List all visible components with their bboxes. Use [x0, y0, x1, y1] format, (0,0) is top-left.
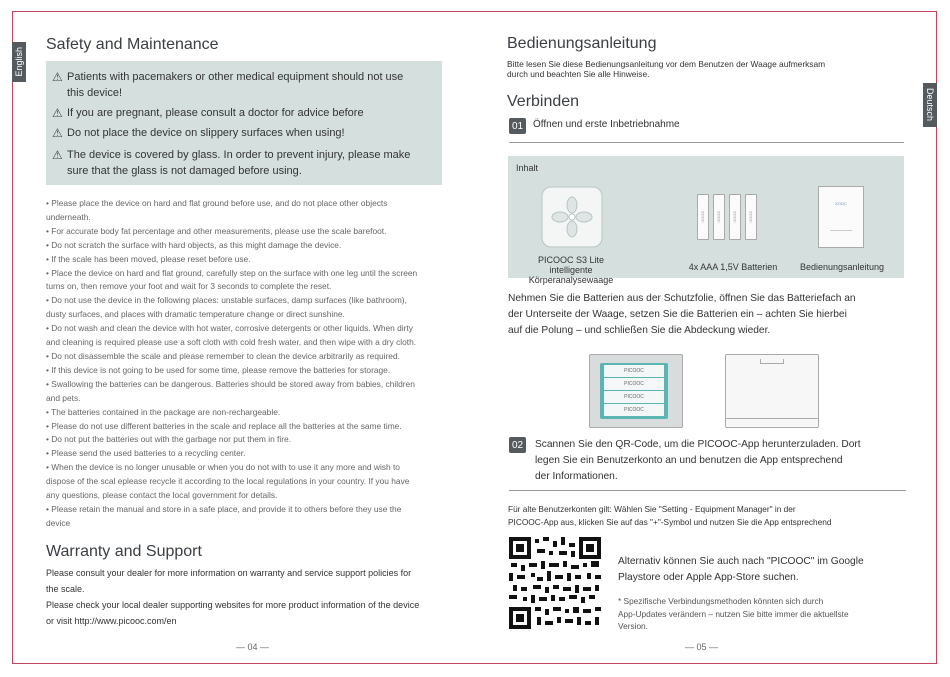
- bullet-line: and cleaning is required please use a soft cloth with cold fresh water, and then wipe with a dry cloth.: [46, 337, 417, 348]
- alt-line: Alternativ können Sie auch nach "PICOOC" im Google: [618, 556, 864, 567]
- intro-line: Bitte lesen Sie diese Bedienungsanleitung vor dem Benutzen der Waage aufmerksam: [507, 59, 826, 69]
- bullet-line: • When the device is no longer unusable or when you do not with to use it any more and wish to: [46, 462, 400, 473]
- caption-line: intelligente Körperanalysewaage: [528, 265, 614, 285]
- safety-bullet-list: [46, 197, 446, 531]
- bullet-line: dispose of the scal eplease recycle it according to the local regulations in your country. If you have: [46, 476, 410, 487]
- warranty-line: Please consult your dealer for more information on warranty and service support policies for: [46, 568, 412, 578]
- warning-text: sure that the glass is not damaged before using.: [67, 165, 302, 177]
- note-line: App-Updates verändern – nutzen Sie bitte immer die aktuellste: [618, 608, 849, 619]
- caption-line: PICOOC S3 Lite: [537, 255, 605, 265]
- bullet-line: • If the scale has been moved, please reset before use.: [46, 253, 251, 264]
- bullet-line: • Swallowing the batteries can be dangerous. Batteries should be stored away from babies, children: [46, 378, 415, 389]
- batteries-image: [697, 194, 757, 240]
- bullet-line: underneath.: [46, 211, 91, 222]
- alt-line: Playstore oder Apple App-Store suchen.: [618, 572, 799, 583]
- warranty-line: or visit http://www.picooc.com/en: [46, 616, 177, 626]
- warning-text: Patients with pacemakers or other medical equipment should not use: [67, 71, 404, 83]
- bullet-line: any questions, please contact the local government for details.: [46, 490, 278, 501]
- language-tab-deutsch: Deutsch: [923, 83, 937, 127]
- manual-caption: Bedienungsanleitung: [799, 262, 885, 272]
- warning-box: [46, 61, 442, 185]
- warranty-title: Warranty and Support: [46, 543, 202, 560]
- battery-icon: XOOC: [713, 194, 725, 240]
- safety-title: Safety and Maintenance: [46, 36, 219, 53]
- manual-title: Bedienungsanleitung: [507, 35, 657, 52]
- language-tab-english: English: [12, 42, 26, 82]
- bullet-line: device: [46, 517, 71, 528]
- battery-instructions: [508, 291, 908, 339]
- warning-text: The device is covered by glass. In order to prevent injury, please make: [67, 149, 411, 161]
- bullet-line: • If this device is not going to be used for some time, please remove the batteries for storage.: [46, 364, 391, 375]
- instruction-line: der Unterseite der Waage, setzen Sie die Batterien ein – achten Sie hierbei: [508, 309, 847, 320]
- bullet-line: • Please retain the manual and store in a safe place, and provide it to others before they use the: [46, 503, 402, 514]
- manual-logo: XOOC: [835, 201, 847, 206]
- bullet-line: • The batteries contained in the package are non-rechargeable.: [46, 406, 281, 417]
- bullet-line: • Do not wash and clean the device with hot water, corrosive detergents or other liquids. When dirty: [46, 323, 413, 334]
- note-line: Version.: [618, 621, 648, 631]
- instruction-line: Nehmen Sie die Batterien aus der Schutzfolie, öffnen Sie das Batteriefach an: [508, 293, 856, 304]
- scale-image: [541, 186, 603, 248]
- bullet-line: • For accurate body fat percentage and other measurements, please use the scale barefoot.: [46, 225, 387, 236]
- warranty-line: the scale.: [46, 584, 85, 594]
- battery-slot: PICOOC: [604, 378, 664, 390]
- battery-compartment-image: [589, 354, 683, 428]
- bullet-line: • Do not disassemble the scale and please remember to clean the device arbitrarily as required.: [46, 350, 400, 361]
- warning-icon: ⚠: [52, 148, 63, 162]
- battery-icon: XOOC: [697, 194, 709, 240]
- old-accounts-line: Für alte Benutzerkonten gilt: Wählen Sie "Setting - Equipment Manager" in der: [508, 504, 796, 514]
- bullet-line: • Please send the used batteries to a recycling center.: [46, 448, 246, 459]
- battery-icon: XOOC: [729, 194, 741, 240]
- warning-item: [52, 125, 345, 141]
- warning-item: [52, 105, 364, 121]
- page-number-left: — 04 —: [236, 642, 270, 652]
- step-2-line: der Informationen.: [535, 471, 618, 482]
- warning-text: If you are pregnant, please consult a doctor for advice before: [67, 107, 364, 119]
- battery-cover-image: [725, 354, 819, 428]
- bullet-line: • Please do not use different batteries in the scale and replace all the batteries at the same time.: [46, 420, 402, 431]
- old-accounts-line: PICOOC-App aus, klicken Sie auf das "+"-Symbol und nutzen Sie die App entsprechend: [508, 517, 832, 527]
- warning-icon: ⚠: [52, 70, 63, 84]
- step-2-text: [535, 437, 915, 485]
- contents-label: Inhalt: [516, 163, 539, 173]
- warranty-text: [46, 565, 476, 629]
- package-contents-box: [508, 156, 904, 285]
- warning-icon: ⚠: [52, 126, 63, 140]
- battery-slot: PICOOC: [604, 404, 664, 416]
- instruction-line: auf die Polung – und schließen Sie die Abdeckung wieder.: [508, 325, 771, 336]
- bullet-line: • Do not scratch the surface with hard objects, as this might damage the device.: [46, 239, 342, 250]
- bullet-line: dusty surfaces, and places with dramatic temperature change or direct sunshine.: [46, 309, 345, 320]
- scale-caption: [508, 255, 634, 285]
- warning-item: [52, 69, 403, 101]
- warning-text: Do not place the device on slippery surfaces when using!: [67, 127, 345, 139]
- warranty-line: Please check your local dealer supporting websites for more product information of the device: [46, 600, 420, 610]
- alternative-search-text: [618, 554, 864, 586]
- divider: [509, 142, 904, 143]
- step-2-line: Scannen Sie den QR-Code, um die PICOOC-App herunterzuladen. Dort: [535, 439, 861, 450]
- bullet-line: • Place the device on hard and flat ground, carefully step on the surface with one leg until the screen: [46, 267, 418, 278]
- qr-code-image[interactable]: [509, 537, 601, 629]
- note-line: * Spezifische Verbindungsmethoden könnten sich durch: [618, 596, 824, 606]
- page-number-right: — 05 —: [685, 642, 719, 652]
- battery-slot: PICOOC: [604, 391, 664, 403]
- batteries-caption: 4x AAA 1,5V Batterien: [688, 262, 778, 272]
- step-2-line: legen Sie ein Benutzerkonto an und benutzen die App entsprechend: [535, 455, 843, 466]
- intro-line: durch und beachten Sie alle Hinweise.: [507, 69, 650, 79]
- old-accounts-text: [508, 503, 831, 529]
- step-1-badge: 01: [509, 118, 526, 134]
- bullet-line: • Please place the device on hard and flat ground before use, and do not place other objects: [46, 198, 388, 208]
- warning-icon: ⚠: [52, 106, 63, 120]
- intro-text: [507, 59, 825, 79]
- warning-text: this device!: [67, 87, 123, 99]
- battery-icon: XOOC: [745, 194, 757, 240]
- update-note: [618, 595, 849, 633]
- bullet-line: turns on, then remove your foot and wait for 3 seconds to complete the reset.: [46, 281, 332, 292]
- divider: [509, 490, 906, 491]
- warning-item: [52, 147, 410, 179]
- connect-title: Verbinden: [507, 93, 580, 110]
- bullet-line: • Do not use the device in the following places: unstable surfaces, damp surfaces (like bathroom),: [46, 295, 407, 306]
- bullet-line: and pets.: [46, 392, 81, 403]
- battery-slot: PICOOC: [604, 365, 664, 377]
- bullet-line: • Do not put the batteries out with the garbage nor put them in fire.: [46, 434, 292, 445]
- manual-image: [818, 186, 864, 248]
- step-1-text: Öffnen und erste Inbetriebnahme: [533, 119, 680, 130]
- step-2-badge: 02: [509, 437, 526, 453]
